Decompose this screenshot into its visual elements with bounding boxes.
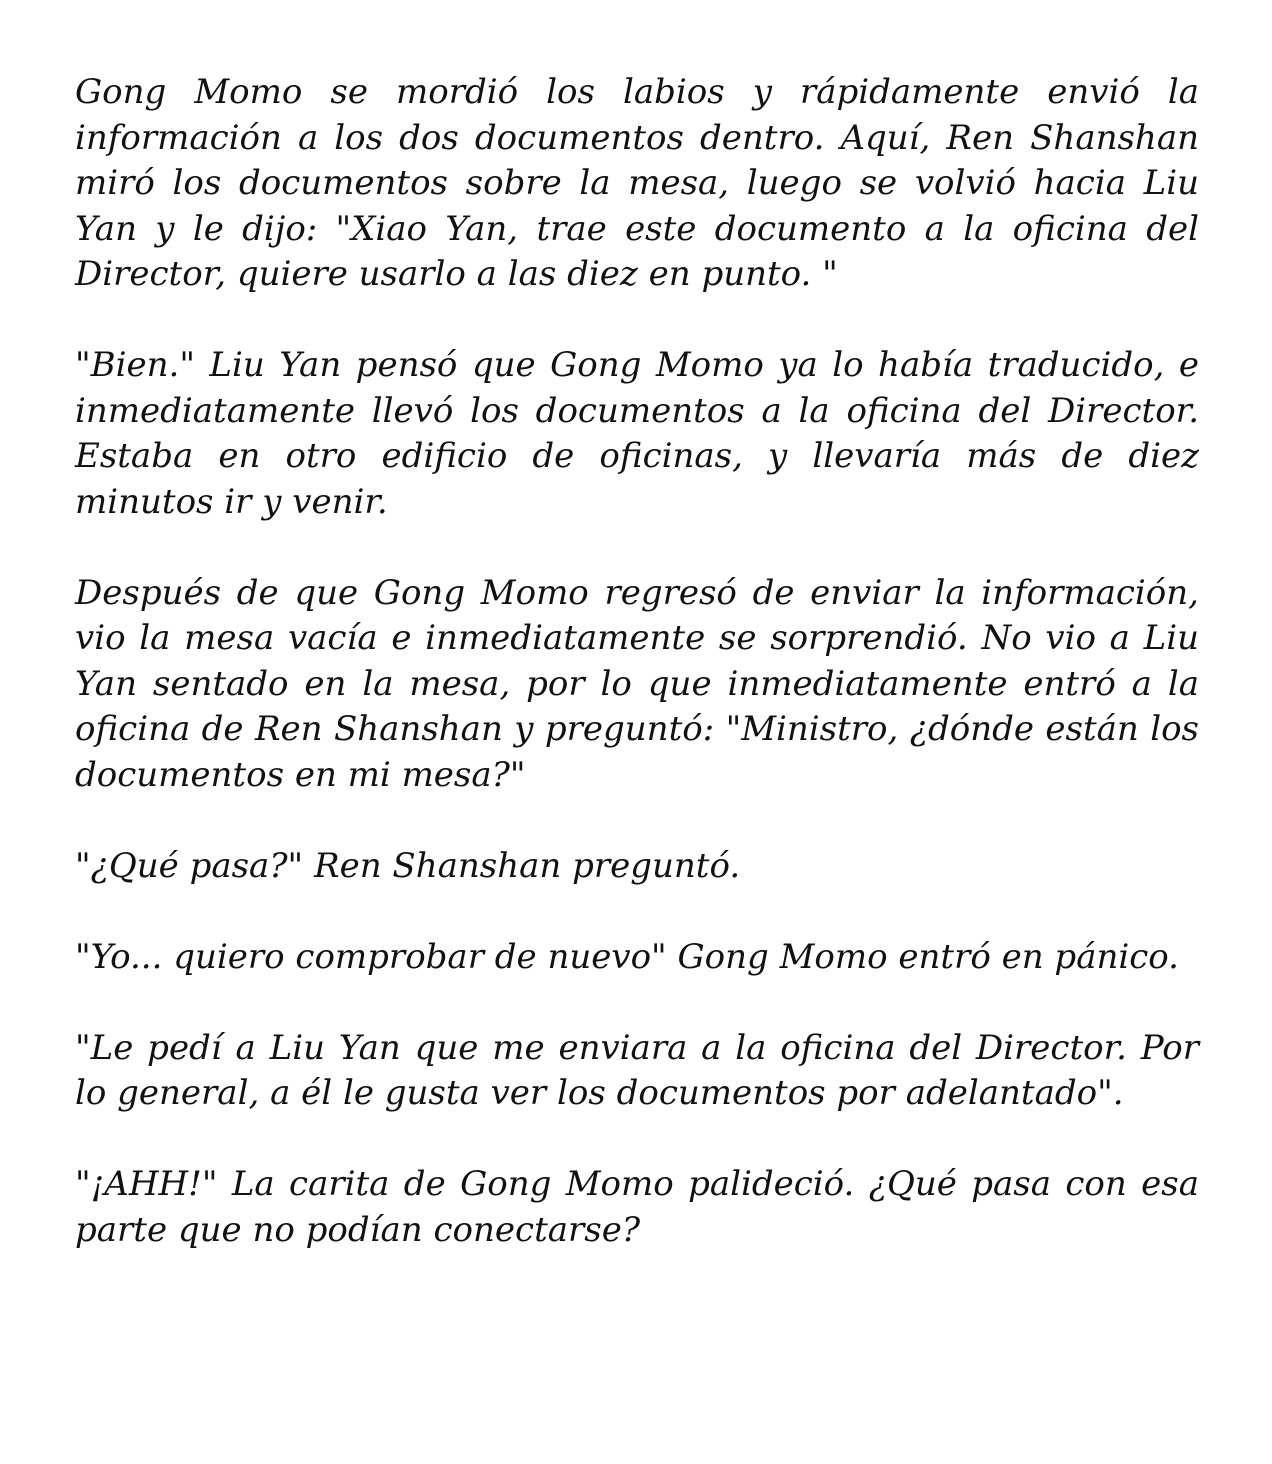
paragraph: Gong Momo se mordió los labios y rápidamente envió la información a los dos documentos dentro. Aquí, Ren Shanshan miró los documentos sobre la mesa, luego se volvió hacia Liu Yan y le dijo: "Xiao Yan, trae este documento a la oficina del Director, quiere usarlo a las diez en punto. ": [75, 72, 1199, 294]
paragraph: "¡AHH!" La carita de Gong Momo palideció. ¿Qué pasa con esa parte que no podían conectarse?: [75, 1164, 1199, 1250]
paragraph: "¿Qué pasa?" Ren Shanshan preguntó.: [75, 845, 741, 886]
paragraph: "Yo... quiero comprobar de nuevo" Gong Momo entró en pánico.: [75, 936, 1179, 977]
paragraph: "Bien." Liu Yan pensó que Gong Momo ya lo había traducido, e inmediatamente llevó los documentos a la oficina del Director. Estaba en otro edificio de oficinas, y llevaría más de diez minutos ir y venir.: [75, 345, 1199, 522]
paragraph: Después de que Gong Momo regresó de enviar la información, vio la mesa vacía e inmediatamente se sorprendió. No vio a Liu Yan sentado en la mesa, por lo que inmediatamente entró a la oficina de Ren Shanshan y preguntó: "Ministro, ¿dónde están los documentos en mi mesa?": [75, 572, 1199, 795]
document-body: [75, 70, 1199, 1253]
paragraph: "Le pedí a Liu Yan que me enviara a la oficina del Director. Por lo general, a él le gusta ver los documentos por adelantado".: [75, 1027, 1199, 1113]
